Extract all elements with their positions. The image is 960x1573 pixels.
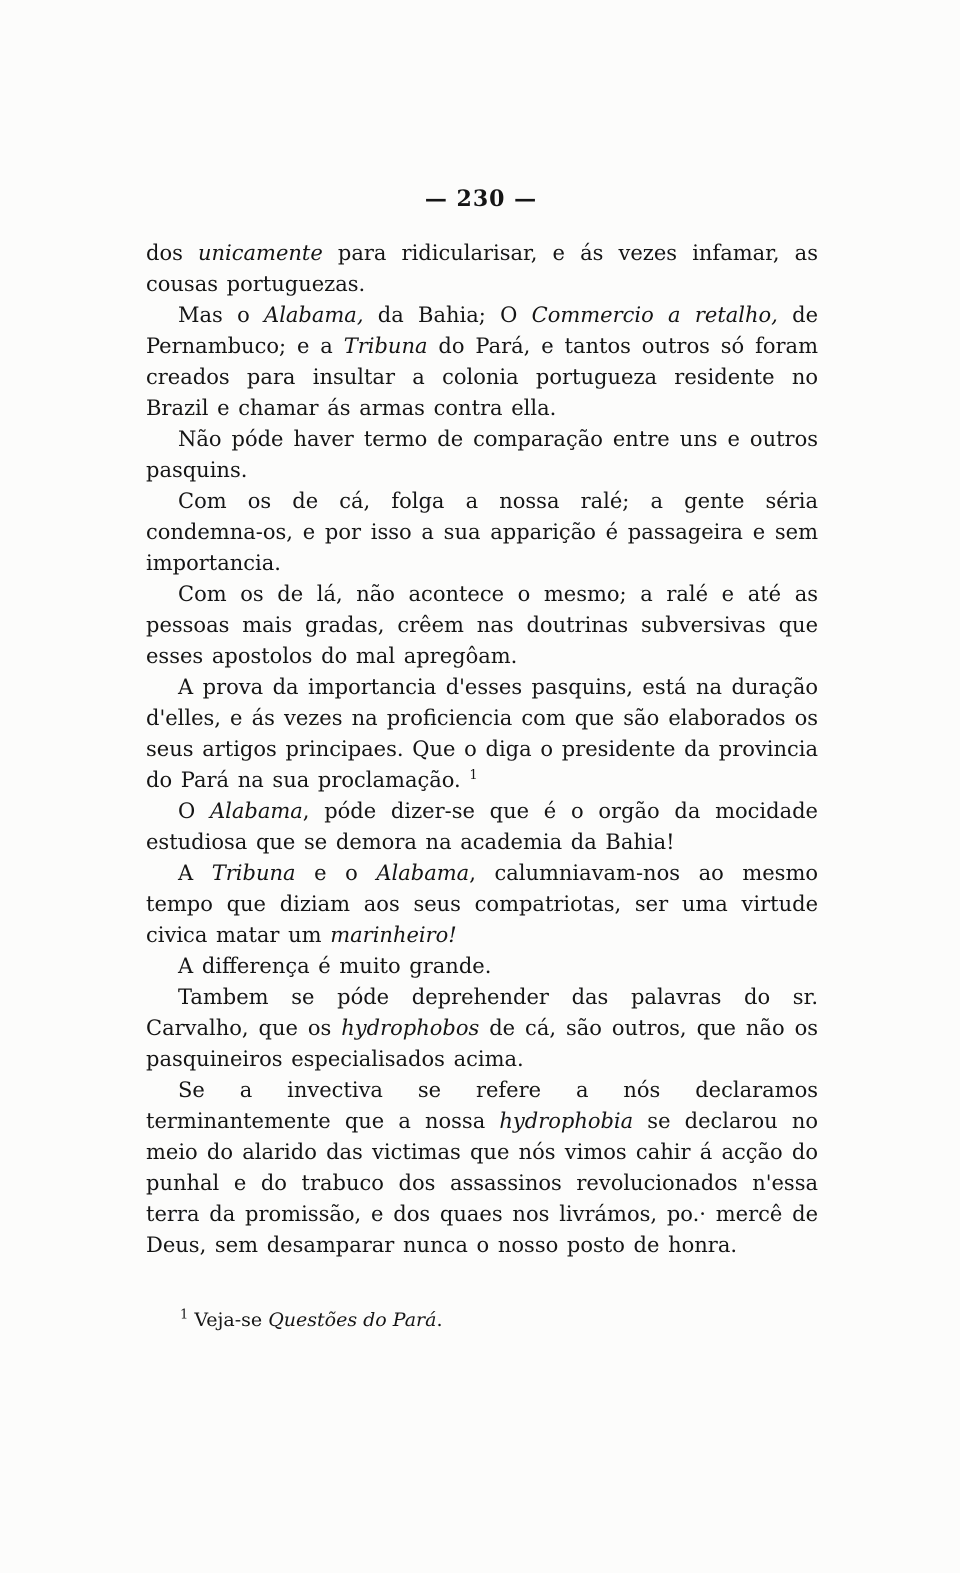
paragraph: [146, 238, 818, 300]
text-segment: A prova da importancia d'esses pasquins, está na duração d'elles, e ás vezes na proficiencia com que são elaborados os seus artigos principaes. Que o diga o presidente da provincia do Pará na sua proclamação.: [146, 675, 818, 792]
text-segment: de Pernambuco; e a: [146, 303, 819, 358]
text-segment: Mas o: [178, 303, 265, 327]
footnote-ref: 1: [469, 768, 478, 783]
text-segment: O: [178, 799, 210, 823]
text-segment: Se a invectiva se refere a nós declaramos terminantemente que a nossa: [146, 1078, 818, 1133]
text-segment: , póde dizer-se que é o orgão da mocidade estudiosa que se demora na academia da Bahia!: [146, 799, 818, 854]
footnote: [146, 1307, 816, 1333]
text-segment: , calumniavam-nos ao mesmo tempo que diziam aos seus compatriotas, ser uma virtude civica matar um: [146, 861, 819, 947]
paragraph: [146, 486, 818, 579]
text-segment: hydrophobia: [499, 1109, 634, 1133]
paragraph: [146, 672, 818, 796]
text-segment: e o: [295, 861, 377, 885]
text-segment: marinheiro!: [330, 923, 457, 947]
paragraphs: [146, 238, 818, 1261]
text-segment: Com os de cá, folga a nossa ralé; a gente séria condemna-os, e por isso a sua apparição é passageira e sem importancia.: [146, 489, 818, 575]
text-segment: Alabama,: [264, 303, 364, 327]
text-segment: Com os de lá, não acontece o mesmo; a ralé e até as pessoas mais gradas, crêem nas doutrinas subversivas que esses apostolos do mal apregôam.: [146, 582, 818, 668]
paragraph: [146, 300, 818, 424]
text-segment: Tribuna: [211, 861, 296, 885]
footnote-marker: 1: [180, 1307, 189, 1323]
paragraph: [146, 796, 818, 858]
text-segment: para ridicularisar, e ás vezes infamar, as cousas portuguezas.: [146, 241, 818, 296]
text-segment: Não póde haver termo de comparação entre uns e outros pasquins.: [146, 427, 818, 482]
text-segment: A: [178, 861, 212, 885]
text-segment: do Pará, e tantos outros só foram creados para insultar a colonia portugueza residente no Brazil e chamar ás armas contra ella.: [146, 334, 818, 420]
text-segment: hydrophobos: [341, 1016, 480, 1040]
paragraph: [146, 982, 818, 1075]
text-segment: Tambem se póde deprehender das palavras do sr. Carvalho, que os: [146, 985, 818, 1040]
text-segment: Tribuna: [343, 334, 428, 358]
paragraph: [146, 858, 818, 951]
text-segment: Alabama: [376, 861, 470, 885]
paragraph: [146, 579, 818, 672]
text-segment: da Bahia; O: [363, 303, 532, 327]
text-segment: unicamente: [197, 241, 323, 265]
page-number: — 230 —: [424, 186, 538, 212]
text-segment: A differença é muito grande.: [178, 954, 492, 978]
paragraph: [146, 424, 818, 486]
text-segment: Alabama: [209, 799, 303, 823]
text-segment: se declarou no meio do alarido das victimas que nós vimos cahir á acção do punhal e do trabuco dos assassinos revolucionados n'essa terra da promissão, e dos quaes nos livrámos, po.· mercê de Deus, sem desamparar nunca o nosso posto de honra.: [146, 1109, 818, 1257]
text-segment: Commercio a retalho,: [531, 303, 778, 327]
text-segment: .: [436, 1309, 443, 1331]
text-segment: dos: [146, 241, 198, 265]
text-segment: Questões do Pará: [268, 1309, 437, 1331]
paragraph: [146, 951, 818, 982]
text-segment: Veja-se: [188, 1309, 269, 1331]
paragraph: [146, 1075, 818, 1261]
text-segment: de cá, são outros, que não os pasquineiros especialisados acima.: [146, 1016, 818, 1071]
